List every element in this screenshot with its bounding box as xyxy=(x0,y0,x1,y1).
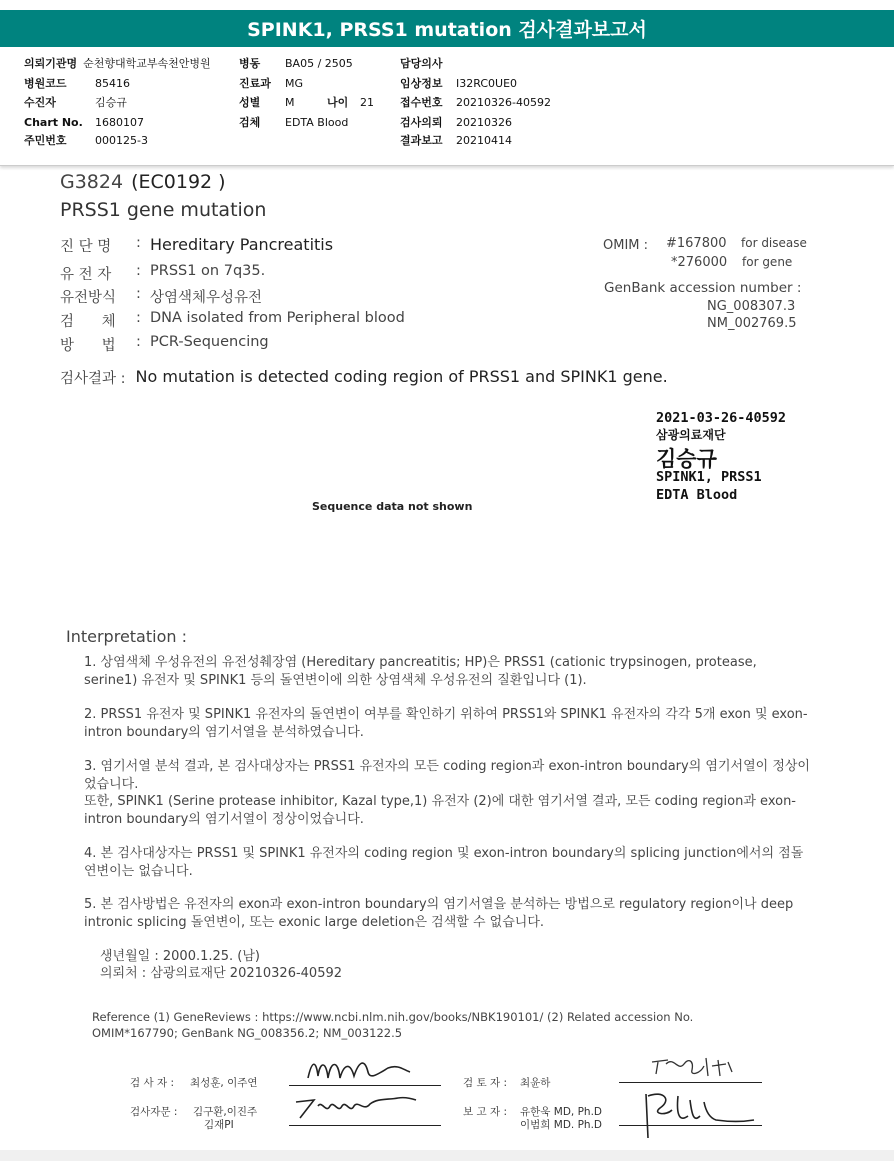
ward-value: BA05 / 2505 xyxy=(285,56,353,70)
advisor-label: 검사자문 : xyxy=(130,1106,178,1118)
sex-value: M xyxy=(285,95,295,109)
advisor-name-1: 김구환,이진주 xyxy=(193,1106,258,1118)
advisor-name-2: 김재PI xyxy=(204,1119,234,1131)
gene-value: PRSS1 on 7q35. xyxy=(150,263,266,279)
method-value: PCR-Sequencing xyxy=(150,334,269,350)
interpretation-para-5: 5. 본 검사방법은 유전자의 exon과 exon-intron boundary의 염기서열을 분석하는 방법으로 regulatory region이나 deep intronic splicing 돌연변이, 또는 exonic large deletion은 검색할 수 없습니다. xyxy=(84,897,794,930)
hospital-code-label: 병원코드 xyxy=(24,77,67,90)
interpretation-para-4: 4. 본 검사대상자는 PRSS1 및 SPINK1 유전자의 coding region 및 exon-intron boundary의 splicing junction에서의 점돌연변이는 없습니다. xyxy=(84,846,804,879)
gene-field xyxy=(60,263,265,284)
interpretation-title: Interpretation : xyxy=(66,627,187,646)
omim-gene: *276000 xyxy=(671,255,728,270)
diagnosis-label: 진 단 명 xyxy=(60,239,112,255)
hospital-code-value: 85416 xyxy=(95,76,130,90)
chart-label: Chart No. xyxy=(24,115,83,129)
chart-value: 1680107 xyxy=(95,115,144,129)
sex-label: 성별 xyxy=(239,96,261,109)
omim-gene-note: for gene xyxy=(742,255,793,269)
footer-bar xyxy=(0,1150,894,1161)
genbank-label: GenBank accession number : xyxy=(604,280,802,296)
reviewer-signature-line xyxy=(619,1082,762,1083)
test-result xyxy=(60,367,668,388)
report-date-value: 20210414 xyxy=(456,133,512,147)
sample-value: DNA isolated from Peripheral blood xyxy=(150,310,405,326)
interpretation-para-1: 1. 상염색체 우성유전의 유전성췌장염 (Hereditary pancreatitis; HP)은 PRSS1 (cationic trypsinogen, protease, serine1) 유전자 및 SPINK1 등의 돌연변이에 의한 상염색체 우성유전의 질환입니다 (1). xyxy=(84,655,757,688)
report-date-label: 결과보고 xyxy=(400,134,443,147)
advisor-signature xyxy=(292,1090,422,1126)
interpretation-para-3b: 또한, SPINK1 (Serine protease inhibitor, Kazal type,1) 유전자 (2)에 대한 염기서열 결과, 모든 coding region과 exon-intron boundary의 염기서열이 정상이었습니다. xyxy=(84,794,796,827)
test-code: G3824 xyxy=(60,171,124,193)
inheritance-colon: : xyxy=(136,286,141,302)
test-ec-code: (EC0192 ) xyxy=(131,171,226,193)
interpretation-para-3a: 3. 염기서열 분석 결과, 본 검사대상자는 PRSS1 유전자의 모든 coding region과 exon-intron boundary의 염기서열이 정상이었습니다. xyxy=(84,759,810,792)
test-code-line xyxy=(60,171,226,193)
sample-field xyxy=(60,310,405,331)
patient-info-header xyxy=(0,50,894,166)
request-label: 검사의뢰 xyxy=(400,116,443,129)
clinical-value: I32RC0UE0 xyxy=(456,76,518,90)
stamp-patient: 김승규 xyxy=(656,447,717,471)
report-title-banner: SPINK1, PRSS1 mutation 검사결과보고서 xyxy=(0,10,894,47)
age-label: 나이 xyxy=(327,96,349,109)
omim-label: OMIM : xyxy=(603,238,649,253)
request-value: 20210326 xyxy=(456,115,512,129)
reviewer-name: 최윤하 xyxy=(520,1077,551,1089)
diagnosis-colon: : xyxy=(136,235,141,251)
requester: 의뢰처 : 삼광의료재단 20210326-40592 xyxy=(100,966,343,981)
interpretation-para-2: 2. PRSS1 유전자 및 SPINK1 유전자의 돌연변이 여부를 확인하기 위하여 PRSS1와 SPINK1 유전자의 각각 5개 exon 및 exon-intron boundary의 염기서열을 분석하였습니다. xyxy=(84,707,808,740)
stamp-number: 2021-03-26-40592 xyxy=(656,410,787,426)
specimen-value: EDTA Blood xyxy=(285,115,349,129)
resident-label: 주민번호 xyxy=(24,134,67,147)
gene-label: 유 전 자 xyxy=(60,267,112,283)
omim-disease: #167800 xyxy=(666,236,727,251)
patient-value: 김승규 xyxy=(95,96,127,109)
reporter-label: 보 고 자 : xyxy=(463,1106,507,1118)
receipt-value: 20210326-40592 xyxy=(456,95,551,109)
doctor-label: 담당의사 xyxy=(400,57,443,70)
method-label: 방 법 xyxy=(60,338,116,354)
test-name: PRSS1 gene mutation xyxy=(60,199,267,221)
examiner-name: 최성훈, 이주연 xyxy=(190,1077,258,1089)
reviewer-signature xyxy=(648,1052,738,1082)
examiner-label: 검 사 자 : xyxy=(130,1077,174,1089)
reference-note: Reference (1) GeneReviews : https://www.ncbi.nlm.nih.gov/books/NBK190101/ (2) Related accession No. OMIM*167790; GenBank NG_008356.2; NM_003122.5 xyxy=(92,1010,694,1040)
specimen-label: 검체 xyxy=(239,116,261,129)
reporter-name-2: 이범희 MD. Ph.D xyxy=(520,1119,602,1131)
clinical-label: 임상정보 xyxy=(400,77,443,90)
genbank-nm: NM_002769.5 xyxy=(707,316,797,331)
inheritance-field xyxy=(60,286,262,307)
stamp-lab: 삼광의료재단 xyxy=(656,428,726,442)
reporter-signature xyxy=(630,1086,760,1144)
diagnosis-field xyxy=(60,235,333,256)
omim-disease-note: for disease xyxy=(741,236,807,250)
inheritance-value: 상염색체우성유전 xyxy=(150,290,263,306)
sample-label: 검 체 xyxy=(60,314,116,330)
dept-label: 진료과 xyxy=(239,77,271,90)
stamp-test: SPINK1, PRSS1 xyxy=(656,469,762,485)
dept-value: MG xyxy=(285,76,304,90)
result-label: 검사결과 : xyxy=(60,371,126,387)
institution-value: 순천향대학교부속천안병원 xyxy=(83,57,211,70)
result-value: No mutation is detected coding region of PRSS1 and SPINK1 gene. xyxy=(135,367,668,386)
sequence-note: Sequence data not shown xyxy=(312,500,473,513)
stamp-specimen: EDTA Blood xyxy=(656,487,738,503)
genbank-ng: NG_008307.3 xyxy=(707,299,796,314)
receipt-label: 접수번호 xyxy=(400,96,443,109)
method-field xyxy=(60,334,269,355)
ward-label: 병동 xyxy=(239,57,261,70)
method-colon: : xyxy=(136,334,141,350)
institution-label: 의뢰기관명 xyxy=(24,57,78,70)
resident-value: 000125-3 xyxy=(95,133,148,147)
reporter-name-1: 유한욱 MD, Ph.D xyxy=(520,1106,602,1118)
diagnosis-value: Hereditary Pancreatitis xyxy=(150,235,334,254)
sample-colon: : xyxy=(136,310,141,326)
age-value: 21 xyxy=(360,95,374,109)
gene-colon: : xyxy=(136,263,141,279)
birth-date: 생년월일 : 2000.1.25. (남) xyxy=(100,949,261,964)
reviewer-label: 검 토 자 : xyxy=(463,1077,507,1089)
patient-label: 수진자 xyxy=(24,96,56,109)
inheritance-label: 유전방식 xyxy=(60,290,117,306)
examiner-signature xyxy=(298,1050,418,1090)
